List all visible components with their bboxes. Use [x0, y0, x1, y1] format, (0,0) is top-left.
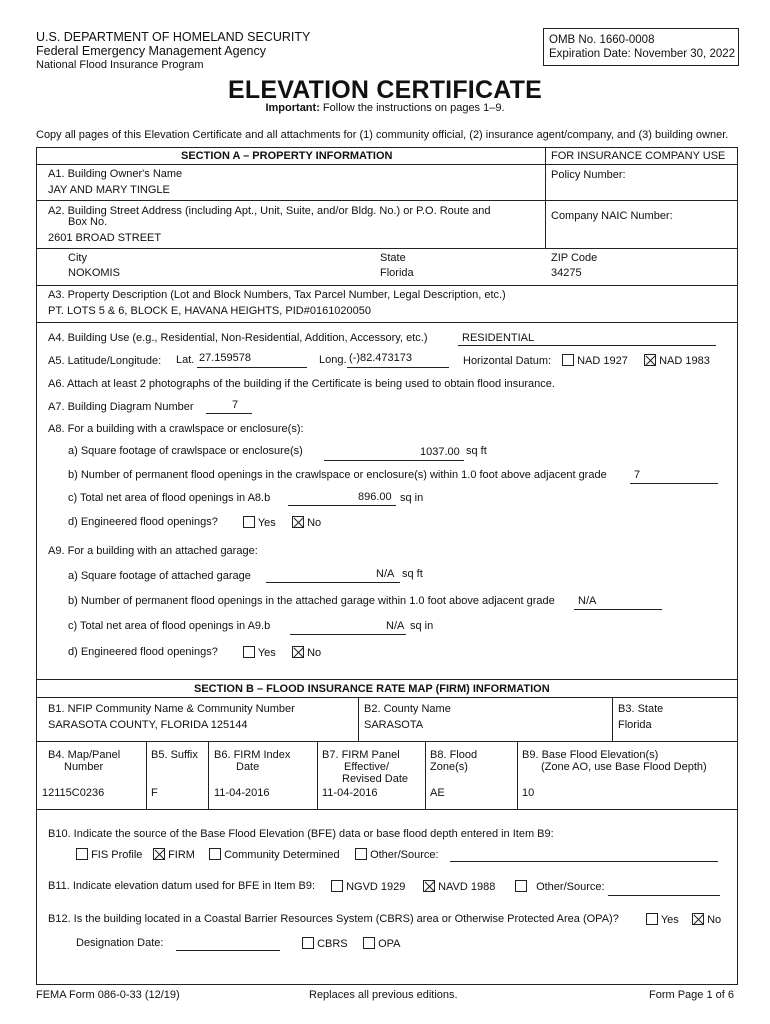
copy-note: Copy all pages of this Elevation Certificate and all attachments for (1) community official, (2) insurance agent/company, and (3) building owner. [36, 129, 729, 141]
a9a-label: a) Square footage of attached garage [68, 570, 251, 582]
b5-label: B5. Suffix [151, 749, 198, 761]
nad1983-label: NAD 1983 [659, 355, 710, 367]
b4-value[interactable]: 12115C0236 [42, 787, 105, 799]
lat-value[interactable]: 27.159578 [199, 352, 251, 364]
a7-label: A7. Building Diagram Number [48, 401, 194, 413]
a9a-underline [266, 582, 400, 583]
a8-label: A8. For a building with a crawlspace or enclosure(s): [48, 423, 304, 435]
opa-label: OPA [378, 938, 401, 950]
a9c-underline [290, 634, 406, 635]
b7-label-cont2: Revised Date [342, 773, 409, 785]
b11-other-underline[interactable] [608, 895, 720, 896]
insurance-use-label: FOR INSURANCE COMPANY USE [551, 150, 726, 162]
b12-yes-option[interactable] [646, 913, 679, 927]
a8c-value[interactable]: 896.00 [358, 491, 392, 503]
a3-label: A3. Property Description (Lot and Block Numbers, Tax Parcel Number, Legal Description, etc.) [48, 289, 506, 301]
omb-number: OMB No. 1660-0008 [549, 34, 655, 46]
b7-label: B7. FIRM Panel [322, 749, 400, 761]
b9-label-cont: (Zone AO, use Base Flood Depth) [541, 761, 707, 773]
a9d-yes-checkbox[interactable] [243, 646, 255, 658]
b6-label-cont: Date [236, 761, 260, 773]
b6-label: B6. FIRM Index [214, 749, 291, 761]
fis-label: FIS Profile [91, 849, 143, 861]
a8c-label: c) Total net area of flood openings in A8.b [68, 492, 271, 504]
a7-value[interactable]: 7 [232, 399, 239, 411]
b10-community-option[interactable] [209, 848, 340, 862]
long-underline [347, 367, 449, 368]
divider [36, 741, 738, 742]
designation-label: Designation Date: [76, 937, 164, 949]
b10-other-option[interactable] [355, 848, 439, 862]
datum-label: Horizontal Datum: [463, 355, 552, 367]
divider [146, 741, 147, 809]
nad1927-label: NAD 1927 [577, 355, 628, 367]
a9c-label: c) Total net area of flood openings in A9.b [68, 620, 271, 632]
a8c-underline [288, 505, 396, 506]
opa-checkbox[interactable] [363, 937, 375, 949]
nad1983-checkbox[interactable] [644, 354, 656, 366]
a1-label: A1. Building Owner's Name [48, 168, 183, 180]
divider [517, 741, 518, 809]
a8a-unit: sq ft [466, 445, 487, 457]
city-value[interactable]: NOKOMIS [68, 267, 120, 279]
navd-checkbox[interactable] [423, 880, 435, 892]
a4-label: A4. Building Use (e.g., Residential, Non-Residential, Addition, Accessory, etc.) [48, 332, 428, 344]
divider [545, 147, 546, 248]
a9c-value[interactable]: N/A [386, 620, 405, 632]
a7-underline [206, 413, 252, 414]
a8d-no-option[interactable] [292, 516, 321, 530]
a8d-yes-checkbox[interactable] [243, 516, 255, 528]
b10-fis-option[interactable] [76, 848, 142, 862]
a9c-unit: sq in [410, 620, 434, 632]
b8-label-cont: Zone(s) [430, 761, 468, 773]
divider [612, 697, 613, 741]
firm-label: FIRM [168, 849, 195, 861]
other2-checkbox[interactable] [515, 880, 527, 892]
a8b-value[interactable]: 7 [634, 469, 641, 481]
b11-label: B11. Indicate elevation datum used for BFE in Item B9: [48, 880, 315, 892]
community-checkbox[interactable] [209, 848, 221, 860]
a9d-label: d) Engineered flood openings? [68, 646, 218, 658]
b10-firm-option[interactable] [153, 848, 195, 862]
b12-no-checkbox[interactable] [692, 913, 704, 925]
b12-yes-label: Yes [660, 914, 679, 926]
divider [425, 741, 426, 809]
a8d-no-checkbox[interactable] [292, 516, 304, 528]
agency-block [36, 30, 310, 72]
other-source-checkbox[interactable] [355, 848, 367, 860]
b10-label: B10. Indicate the source of the Base Flood Elevation (BFE) data or base flood depth entered in Item B9: [48, 828, 554, 840]
ngvd-checkbox[interactable] [331, 880, 343, 892]
b12-no-label: No [707, 914, 722, 926]
b6-value[interactable]: 11-04-2016 [214, 787, 270, 799]
a4-underline [458, 345, 716, 346]
b2-label: B2. County Name [364, 703, 451, 715]
ngvd-label: NGVD 1929 [346, 881, 406, 893]
a8a-underline [324, 460, 464, 461]
a9a-unit: sq ft [402, 568, 423, 580]
a2-label: A2. Building Street Address (including Apt., Unit, Suite, and/or Bldg. No.) or P.O. Route and [48, 205, 491, 217]
other2-label: Other/Source: [536, 881, 605, 893]
a9b-label: b) Number of permanent flood openings in the attached garage within 1.0 foot above adjacent grade [68, 595, 555, 607]
nad1927-checkbox[interactable] [562, 354, 574, 366]
b5-value[interactable]: F [151, 787, 158, 799]
naic-number-field[interactable]: Company NAIC Number: [551, 210, 673, 222]
divider [36, 285, 738, 286]
a9b-value[interactable]: N/A [578, 595, 597, 607]
agency-line-1: U.S. DEPARTMENT OF HOMELAND SECURITY [36, 30, 311, 44]
page-title: ELEVATION CERTIFICATE [228, 76, 542, 104]
a8d-no-label: No [307, 517, 322, 529]
nad1983-option[interactable] [644, 354, 710, 368]
cbrs-label: CBRS [317, 938, 348, 950]
b10-other-underline[interactable] [450, 861, 718, 862]
a8d-label: d) Engineered flood openings? [68, 516, 218, 528]
a5-label: A5. Latitude/Longitude: [48, 355, 162, 367]
a2-label-cont: Box No. [68, 216, 108, 228]
b12-no-option[interactable] [692, 913, 721, 927]
b11-navd-option[interactable] [423, 880, 495, 894]
firm-checkbox[interactable] [153, 848, 165, 860]
a9d-no-option[interactable] [292, 646, 321, 660]
footer-form-number: FEMA Form 086-0-33 (12/19) [36, 989, 180, 1001]
b7-label-cont: Effective/ [344, 761, 390, 773]
b2-value[interactable]: SARASOTA [364, 719, 424, 731]
b11-ngvd-option[interactable] [331, 880, 405, 894]
a8c-unit: sq in [400, 492, 424, 504]
divider [358, 697, 359, 741]
expiration-date: Expiration Date: November 30, 2022 [549, 48, 736, 60]
divider [36, 248, 738, 249]
b3-value[interactable]: Florida [618, 719, 652, 731]
important-text: Follow the instructions on pages 1–9. [319, 102, 505, 114]
section-b-title: SECTION B – FLOOD INSURANCE RATE MAP (FIRM) INFORMATION [194, 683, 550, 695]
b3-label: B3. State [618, 703, 664, 715]
lat-label: Lat. [176, 354, 195, 366]
divider [36, 164, 738, 165]
a6-label: A6. Attach at least 2 photographs of the building if the Certificate is being used to obtain flood insurance. [48, 378, 555, 390]
lat-underline [197, 367, 307, 368]
cbrs-checkbox[interactable] [302, 937, 314, 949]
long-label: Long. [319, 354, 347, 366]
a8d-yes-label: Yes [257, 517, 276, 529]
agency-line-3: National Flood Insurance Program [36, 59, 204, 71]
cbrs-option[interactable] [302, 937, 348, 951]
zip-label: ZIP Code [551, 252, 598, 264]
a4-value[interactable]: RESIDENTIAL [462, 332, 535, 344]
b7-value[interactable]: 11-04-2016 [322, 787, 378, 799]
zip-value[interactable]: 34275 [551, 267, 582, 279]
a9-label: A9. For a building with an attached garage: [48, 545, 258, 557]
b8-value[interactable]: AE [430, 787, 445, 799]
opa-option[interactable] [363, 937, 400, 951]
divider [36, 200, 738, 201]
state-label: State [380, 252, 406, 264]
b4-label: B4. Map/Panel [48, 749, 121, 761]
important-note [0, 102, 770, 114]
footer-replaces: Replaces all previous editions. [309, 989, 458, 1001]
footer-page-number: Form Page 1 of 6 [649, 989, 734, 1001]
section-a-title: SECTION A – PROPERTY INFORMATION [181, 150, 393, 162]
a9b-underline [574, 609, 662, 610]
b8-label: B8. Flood [430, 749, 478, 761]
a9a-value[interactable]: N/A [376, 568, 395, 580]
a8d-yes-option[interactable] [243, 516, 276, 530]
a8a-value[interactable]: 1037.00 [420, 446, 460, 458]
state-value[interactable]: Florida [380, 267, 414, 279]
a9d-no-checkbox[interactable] [292, 646, 304, 658]
b4-label-cont: Number [64, 761, 104, 773]
divider [36, 697, 738, 698]
b11-other-option[interactable] [515, 880, 605, 894]
divider [36, 322, 738, 323]
divider [317, 741, 318, 809]
a8a-label: a) Square footage of crawlspace or enclosure(s) [68, 445, 303, 457]
fis-checkbox[interactable] [76, 848, 88, 860]
agency-line-2: Federal Emergency Management Agency [36, 44, 266, 58]
a9d-no-label: No [307, 647, 322, 659]
a1-value[interactable]: JAY AND MARY TINGLE [48, 184, 170, 196]
a9d-yes-option[interactable] [243, 646, 276, 660]
policy-number-field[interactable]: Policy Number: [551, 169, 626, 181]
b1-value[interactable]: SARASOTA COUNTY, FLORIDA 125144 [48, 719, 248, 731]
a9d-yes-label: Yes [257, 647, 276, 659]
b1-label: B1. NFIP Community Name & Community Number [48, 703, 295, 715]
a3-value[interactable]: PT. LOTS 5 & 6, BLOCK E, HAVANA HEIGHTS, PID#0161020050 [48, 305, 372, 317]
a8b-label: b) Number of permanent flood openings in the crawlspace or enclosure(s) within 1.0 foot above adjacent grade [68, 469, 607, 481]
city-label: City [68, 252, 87, 264]
community-label: Community Determined [224, 849, 340, 861]
divider [208, 741, 209, 809]
divider [36, 679, 738, 680]
b12-yes-checkbox[interactable] [646, 913, 658, 925]
a8b-underline [630, 483, 718, 484]
b9-value[interactable]: 10 [522, 787, 535, 799]
important-label: Important: [265, 102, 320, 114]
divider [36, 809, 738, 810]
nad1927-option[interactable] [562, 354, 628, 368]
long-value[interactable]: (-)82.473173 [349, 352, 412, 364]
b12-label: B12. Is the building located in a Coastal Barrier Resources System (CBRS) area or Otherwise Protected Area (OPA)? [48, 913, 619, 925]
designation-underline[interactable] [176, 950, 280, 951]
b9-label: B9. Base Flood Elevation(s) [522, 749, 659, 761]
other-source-label: Other/Source: [370, 849, 439, 861]
omb-box [543, 28, 739, 66]
navd-label: NAVD 1988 [438, 881, 496, 893]
a2-value[interactable]: 2601 BROAD STREET [48, 232, 162, 244]
